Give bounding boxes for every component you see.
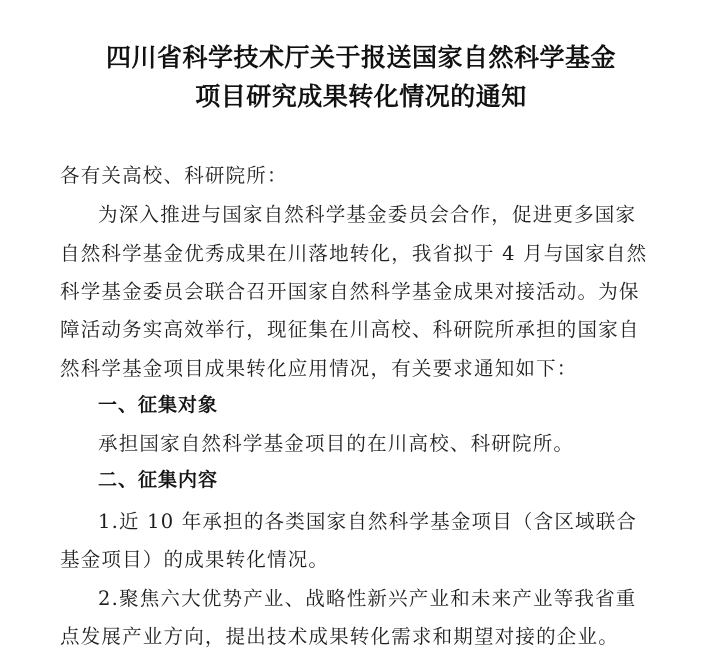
intro-line-5: 然科学基金项目成果转化应用情况，有关要求通知如下： [60, 357, 578, 380]
intro-line-3: 科学基金委员会联合召开国家自然科学基金成果对接活动。为保 [60, 280, 640, 303]
intro-line-2: 自然科学基金优秀成果在川落地转化，我省拟于 4 月与国家自然 [60, 242, 648, 265]
document-title-line-2: 项目研究成果转化情况的通知 [195, 82, 527, 111]
section-1-heading: 一、征集对象 [98, 394, 219, 416]
item-2-line-1: 2.聚焦六大优势产业、战略性新兴产业和未来产业等我省重 [98, 587, 637, 610]
item-1-line-1: 1.近 10 年承担的各类国家自然科学基金项目（含区域联合 [98, 510, 638, 533]
section-2-heading: 二、征集内容 [98, 469, 219, 491]
section-1-body: 承担国家自然科学基金项目的在川高校、科研院所。 [98, 432, 575, 455]
salutation: 各有关高校、科研院所： [60, 164, 288, 187]
intro-line-4: 障活动务实高效举行，现征集在川高校、科研院所承担的国家自 [60, 318, 640, 341]
item-1-line-2: 基金项目）的成果转化情况。 [60, 548, 330, 571]
document-title-line-1: 四川省科学技术厅关于报送国家自然科学基金 [105, 43, 616, 72]
item-2-line-2: 点发展产业方向，提出技术成果转化需求和期望对接的企业。 [60, 625, 619, 648]
intro-line-1: 为深入推进与国家自然科学基金委员会合作，促进更多国家 [98, 203, 637, 226]
